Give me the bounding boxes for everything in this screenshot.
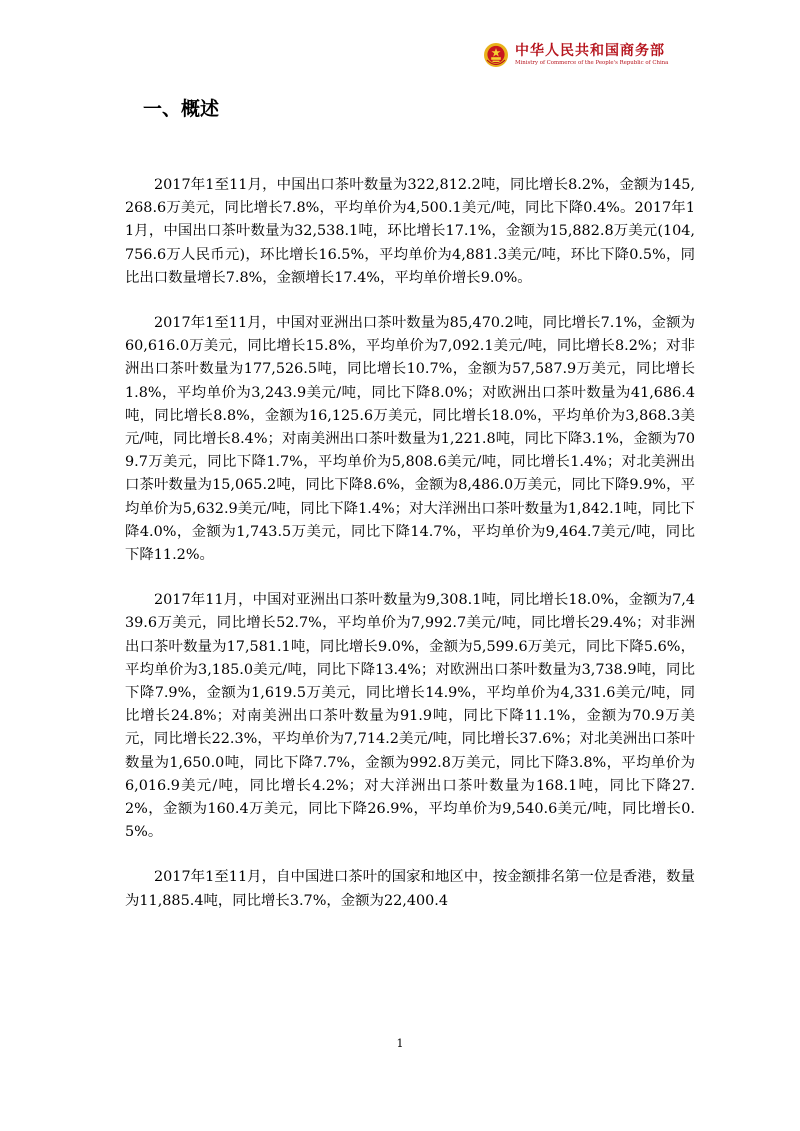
mofcom-logo <box>483 42 668 68</box>
paragraph-1: 2017年1至11月，中国出口茶叶数量为322,812.2吨，同比增长8.2%，金额为145,268.6万美元，同比增长7.8%，平均单价为4,500.1美元/吨，同比下降0.4%。2017年11月，中国出口茶叶数量为32,538.1吨，环比增长17.1%，金额为15,882.8万美元(104,756.6万人民币元)，环比增长16.5%，平均单价为4,881.3美元/吨，环比下降0.5%，同比出口数量增长7.8%，金额增长17.4%，平均单价增长9.0%。 <box>125 177 695 286</box>
national-emblem-icon <box>483 42 509 68</box>
page-number: 1 <box>396 1037 404 1050</box>
paragraph-4: 2017年1至11月，自中国进口茶叶的国家和地区中，按金额排名第一位是香港，数量为11,885.4吨，同比增长3.7%，金额为22,400.4 <box>125 869 695 909</box>
org-name-en: Ministry of Commerce of the People's Republic of China <box>515 60 669 66</box>
paragraph-2: 2017年1至11月，中国对亚洲出口茶叶数量为85,470.2吨，同比增长7.1%，金额为60,616.0万美元，同比增长15.8%，平均单价为7,092.1美元/吨，同比增长8.2%；对非洲出口茶叶数量为177,526.5吨，同比增长10.7%，金额为57,587.9万美元，同比增长1.8%，平均单价为3,243.9美元/吨，同比下降8.0%；对欧洲出口茶叶数量为41,686.4吨，同比增长8.8%，金额为16,125.6万美元，同比增长18.0%，平均单价为3,868.3美元/吨，同比增长8.4%；对南美洲出口茶叶数量为1,221.8吨，同比下降3.1%，金额为709.7万美元，同比下降1.7%，平均单价为5,808.6美元/吨，同比增长1.4%；对北美洲出口茶叶数量为15,065.2吨，同比下降8.6%，金额为8,486.0万美元，同比下降9.9%，平均单价为5,632.9美元/吨，同比下降1.4%；对大洋洲出口茶叶数量为1,842.1吨，同比下降4.0%，金额为1,743.5万美元，同比下降14.7%，平均单价为9,464.7美元/吨，同比下降11.2%。 <box>125 315 695 564</box>
body-content <box>125 174 695 935</box>
org-name-cn: 中华人民共和国商务部 <box>515 43 665 59</box>
paragraph-3: 2017年11月，中国对亚洲出口茶叶数量为9,308.1吨，同比增长18.0%，金额为7,439.6万美元，同比增长52.7%，平均单价为7,992.7美元/吨，同比增长29.4%；对非洲出口茶叶数量为17,581.1吨，同比增长9.0%，金额为5,599.6万美元，同比下降5.6%，平均单价为3,185.0美元/吨，同比下降13.4%；对欧洲出口茶叶数量为3,738.9吨，同比下降7.9%，金额为1,619.5万美元，同比增长14.9%，平均单价为4,331.6美元/吨，同比增长24.8%；对南美洲出口茶叶数量为91.9吨，同比下降11.1%，金额为70.9万美元，同比增长22.3%，平均单价为7,714.2美元/吨，同比增长37.6%；对北美洲出口茶叶数量为1,650.0吨，同比下降7.7%，金额为992.8万美元，同比下降3.8%，平均单价为6,016.9美元/吨，同比增长4.2%；对大洋洲出口茶叶数量为168.1吨，同比下降27.2%，金额为160.4万美元，同比下降26.9%，平均单价为9,540.6美元/吨，同比增长0.5%。 <box>125 592 695 841</box>
section-title: 一、概述 <box>143 98 220 120</box>
